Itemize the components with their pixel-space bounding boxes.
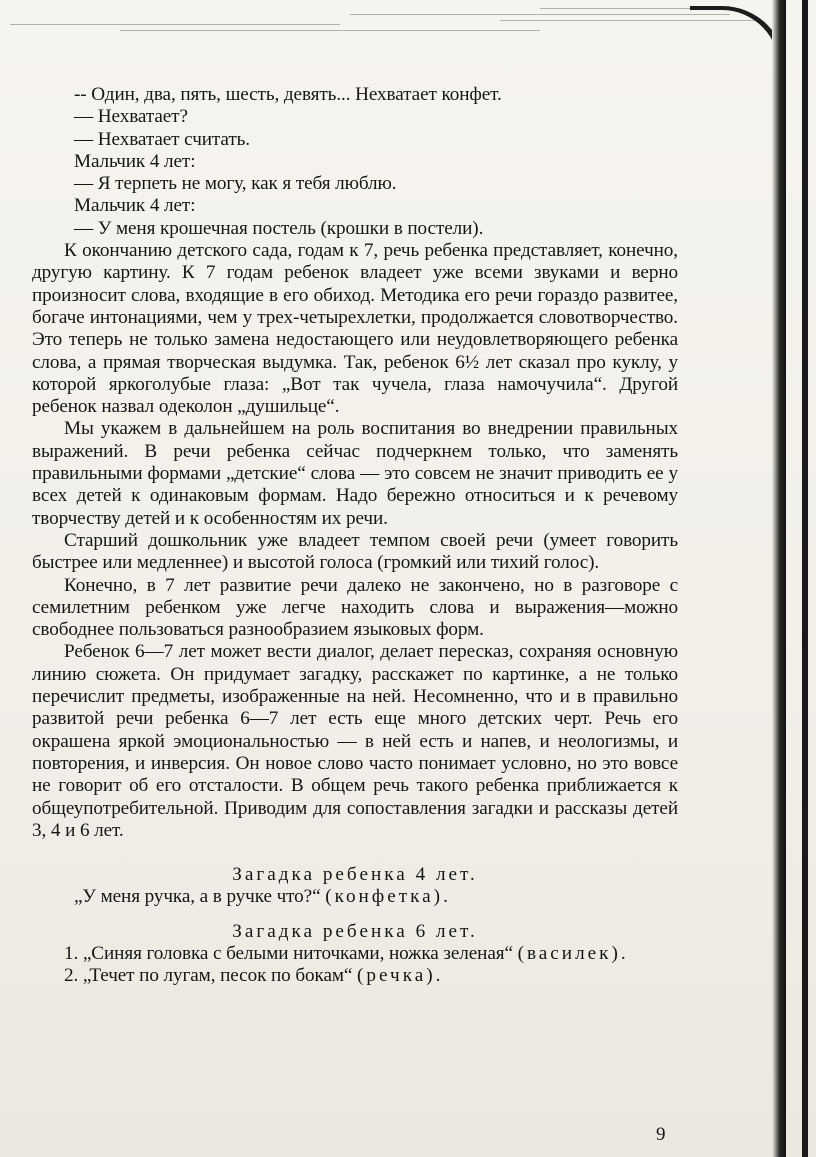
scan-top-edge <box>0 0 800 41</box>
paragraph: Конечно, в 7 лет развитие речи далеко не закончено, но в разговоре с семилетним ребенком уже легче находить слова и выражения—можно свободнее пользоваться разнообразием языковых форм. <box>32 574 678 641</box>
paragraph: Ребенок 6—7 лет может вести диалог, делает пересказ, сохраняя основную линию сюжета. Он придумает загадку, расскажет по картинке, а не только перечислит предметы, изображенные на ней. Несомненно, что и в правильно развитой речи ребенка 6—7 лет есть еще много детских черт. Речь его окрашена яркой эмоциональностью — в ней есть и напев, и неологизмы, и повторения, и инверсия. Он новое слово часто понимает условно, но это вовсе не говорит об его отсталости. В общем речь такого ребенка приближается к общеупотребительной. Приводим для сопоставления загадки и рассказы детей 3, 4 и 6 лет. <box>32 641 678 841</box>
riddle-4-answer: (конфетка). <box>325 886 451 908</box>
riddle-6-item-1-answer: (василек). <box>517 942 629 964</box>
quote-line: — Я терпеть не могу, как я тебя люблю. <box>74 173 397 195</box>
dialogue-line: — Нехватает? <box>74 106 188 128</box>
riddle-4-heading: Загадка ребенка 4 лет. <box>232 864 478 886</box>
page-number: 9 <box>656 1124 666 1145</box>
riddle-6-item-2-text: 2. „Течет по лугам, песок по бокам“ <box>64 965 353 987</box>
riddle-6-item-1 <box>32 943 678 965</box>
page-text <box>32 84 678 988</box>
dialogue-line: — Нехватает считать. <box>74 128 250 150</box>
paragraph: Мы укажем в дальнейшем на роль воспитания во внедрении правильных выражений. В речи ребенка сейчас подчеркнем только, что заменять правильными формами „детские“ слова — это совсем не значит приводить ее у всех детей к одинаковым формам. Надо бережно относиться и к речевому творчеству детей и к особенностям их речи. <box>32 418 678 529</box>
speaker-label: Мальчик 4 лет: <box>74 195 196 217</box>
riddle-6-item-1-text: 1. „Синяя головка с белыми ниточками, ножка зеленая“ <box>64 942 513 964</box>
riddle-6-item-2 <box>32 965 678 987</box>
riddle-4-text <box>32 886 678 908</box>
riddle-4-quote: „У меня ручка, а в ручке что?“ <box>74 886 321 908</box>
riddle-6-heading: Загадка ребенка 6 лет. <box>232 920 478 942</box>
paragraph: К окончанию детского сада, годам к 7, речь ребенка представляет, конечно, другую картину. К 7 годам ребенок владеет уже всеми звуками и верно произносит слова, входящие в его обиход. Методика его речи гораздо развитее, богаче интонациями, чем у трех-четырехлетки, продолжается словотворчество. Это теперь не только замена недостающего или неудовлетворяющего ребенка слова, а прямая творческая выдумка. Так, ребенок 6½ лет сказал про куклу, у которой яркоголубые глаза: „Вот так чучела, глаза намочучила“. Другой ребенок назвал одеколон „душильце“. <box>32 240 678 418</box>
paragraph: Старший дошкольник уже владеет темпом своей речи (умеет говорить быстрее или медленнее) и высотой голоса (громкий или тихий голос). <box>32 529 678 574</box>
speaker-label: Мальчик 4 лет: <box>74 150 196 172</box>
page-binding-edge <box>772 0 786 1157</box>
riddle-6-item-2-answer: (речка). <box>357 965 444 987</box>
quote-line: — У меня крошечная постель (крошки в постели). <box>74 217 484 239</box>
page-outer-edge <box>802 0 808 1157</box>
dialogue-line: -- Один, два, пять, шесть, девять... Нехватает конфет. <box>74 84 502 105</box>
